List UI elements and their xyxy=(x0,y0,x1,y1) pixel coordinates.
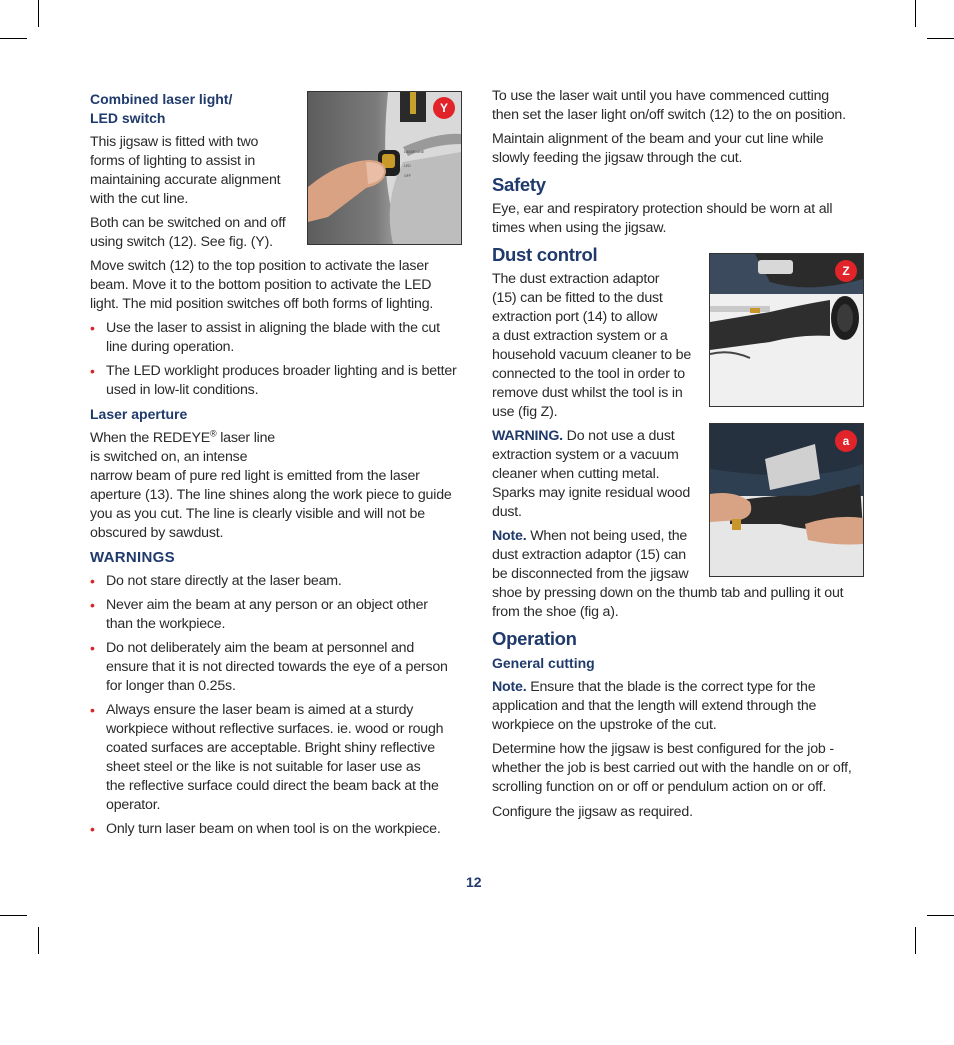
section-heading: Dust control xyxy=(492,244,598,265)
note-paragraph: Note. When not being used, the dust extraction adaptor (15) can be disconnected from the jigsaw shoe by pressing down on the thumb tab and pulling it out from the shoe (fig a). xyxy=(492,528,844,620)
paragraph: Eye, ear and respiratory protection should be worn at all times when using the jigsaw. xyxy=(492,201,833,236)
list-item: • Use the laser to assist in aligning the blade with the cut line during operation. xyxy=(90,320,440,355)
section-heading: Operation xyxy=(492,628,577,649)
paragraph: The dust extraction adaptor (15) can be fitted to the dust extraction port (14) to allow a dust extraction system or a household vacuum cleaner to be connected to the tool in order to remove dust whilst the tool is in use (fig Z). xyxy=(492,271,692,420)
crop-mark xyxy=(915,927,916,954)
list-item: • Only turn laser beam on when tool is on the workpiece. xyxy=(90,821,441,837)
paragraph: Maintain alignment of the beam and your cut line while slowly feeding the jigsaw through the cut. xyxy=(492,131,824,166)
figure-y-photo xyxy=(307,91,462,245)
section-heading: Safety xyxy=(492,174,546,195)
paragraph: Determine how the jigsaw is best configured for the job - whether the job is best carried out with the handle on or off, scrolling function on or off or pendulum action on or off. xyxy=(492,741,852,795)
paragraph: Both can be switched on and off using switch (12). See fig. (Y). xyxy=(90,215,286,250)
switch-label: OFF xyxy=(404,174,411,178)
figure-a-photo xyxy=(709,423,864,577)
crop-mark xyxy=(915,0,916,27)
section-subheading: General cutting xyxy=(492,655,595,671)
crop-mark xyxy=(38,0,39,27)
note-paragraph: Note. Ensure that the blade is the correct type for the application and that the length will extend through the workpiece on the upstroke of the cut. xyxy=(492,679,817,733)
list-item: • Never aim the beam at any person or an object other than the workpiece. xyxy=(90,597,428,632)
list-item: • Do not deliberately aim the beam at personnel and ensure that it is not directed towards the eye of a person for longer than 0.25s. xyxy=(90,640,448,694)
paragraph: When the REDEYE® laser line is switched on, an intense narrow beam of pure red light is emitted from the laser aperture (13). The line shines along the work piece to guide you as you cut. The line is clearly visible and will not be obscured by sawdust. xyxy=(90,428,452,541)
figure-z-photo xyxy=(709,253,864,407)
paragraph: Move switch (12) to the top position to activate the laser beam. Move it to the bottom position to activate the LED light. The mid position switches off both forms of lighting. xyxy=(90,258,434,312)
crop-mark xyxy=(38,927,39,954)
figure-z-badge: Z xyxy=(835,260,857,282)
warnings-heading: WARNINGS xyxy=(90,549,175,566)
crop-mark xyxy=(927,38,954,39)
switch-label: LED xyxy=(404,164,411,168)
paragraph: This jigsaw is fitted with two forms of lighting to assist in maintaining accurate alignment with the cut line. xyxy=(90,134,281,207)
paragraph: To use the laser wait until you have commenced cutting then set the laser light on/off switch (12) to the on position. xyxy=(492,88,846,123)
figure-a-badge: a xyxy=(835,430,857,452)
list-item: • Do not stare directly at the laser beam. xyxy=(90,573,342,589)
figure-y-badge: Y xyxy=(433,97,455,119)
section-subheading: Laser aperture xyxy=(90,406,188,422)
crop-mark xyxy=(927,915,954,916)
warning-paragraph: WARNING. Do not use a dust extraction system or a vacuum cleaner when cutting metal. Sparks may ignite residual wood dust. xyxy=(492,428,691,520)
section-subheading: Combined laser light/ LED switch xyxy=(90,91,233,126)
paragraph: Configure the jigsaw as required. xyxy=(492,804,693,820)
page-number: 12 xyxy=(466,874,482,890)
switch-label: LASER LINE xyxy=(404,150,425,154)
list-item: • The LED worklight produces broader lighting and is better used in low-lit conditions. xyxy=(90,363,457,398)
crop-mark xyxy=(0,915,27,916)
list-item: • Always ensure the laser beam is aimed at a sturdy workpiece without reflective surfaces. ie. wood or rough coated surfaces are acceptable. Bright shiny reflective sheet steel or the like is not suitable for laser use as the reflective surface could direct the beam back at the operator. xyxy=(90,702,444,813)
crop-mark xyxy=(0,38,27,39)
